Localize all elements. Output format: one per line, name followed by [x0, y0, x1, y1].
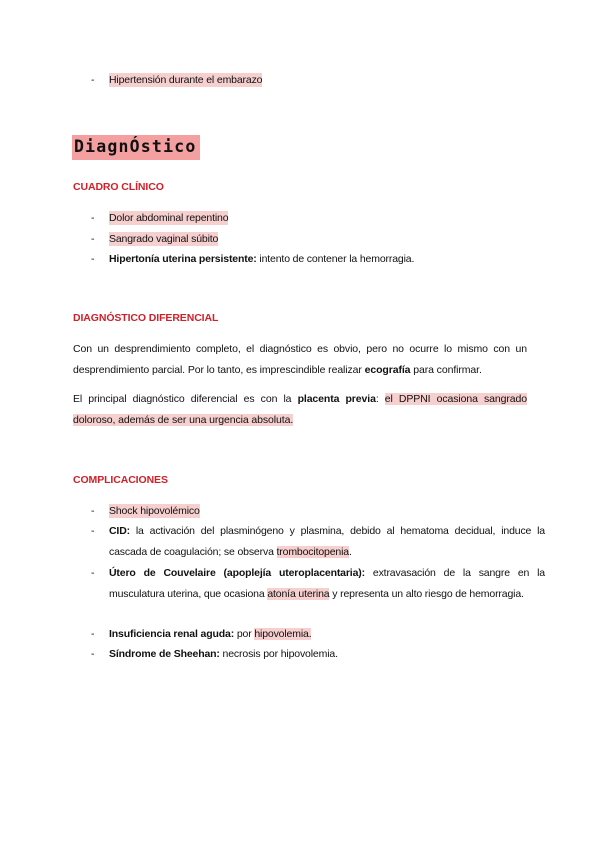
description: extravasación de la sangre en la musculatura uterina, que ocasiona: [109, 567, 545, 600]
highlighted-text: hipovolemia.: [254, 628, 312, 640]
highlighted-text: atonía uterina: [267, 588, 330, 600]
description: y representa un alto riesgo de hemorragia.: [329, 588, 524, 600]
paragraph-text: :: [375, 393, 385, 405]
list-item-text: [109, 647, 338, 661]
description: por: [234, 628, 255, 640]
list-item-text: Shock hipovolémico: [109, 505, 200, 517]
diagnostico-diferencial-heading: DIAGNÓSTICO DIFERENCIAL: [73, 312, 219, 324]
paragraph: [73, 339, 527, 381]
complicaciones-heading: COMPLICACIONES: [73, 474, 168, 486]
paragraph-text: para confirmar.: [410, 364, 482, 376]
section-title: DiagnÓstico: [72, 135, 200, 160]
cuadro-clinico-heading: CUADRO CLÍNICO: [73, 181, 164, 193]
term: Hipertonía uterina persistente:: [109, 253, 257, 265]
term: Útero de Couvelaire (apoplejía uteroplacentaria):: [109, 567, 365, 579]
list-item-text: Sangrado vaginal súbito: [109, 233, 219, 245]
list-item-text: [109, 627, 311, 641]
term: ecografía: [364, 364, 411, 376]
list-item-text: Dolor abdominal repentino: [109, 212, 229, 224]
list-item-text: [109, 521, 545, 563]
description: intento de contener la hemorragia.: [256, 253, 415, 265]
paragraph-text: El principal diagnóstico diferencial es con la: [73, 393, 298, 405]
document-page: - Hipertensión durante el embarazo DiagnÓstico CUADRO CLÍNICO - Dolor abdominal repentino - Sangrado vaginal súbito - Hipertonía uterina persistente: intento de contener la hemorragia. DIAGNÓSTICO DIFERENCIAL Con un desprendimiento completo, el diagnóstico es obvio, pero no ocurre lo mismo con un desprendimiento parcial. Por lo tanto, es imprescindible realizar ecografía para confirmar. El principal diagnóstico diferencial es con la placenta previa: el DPPNI ocasiona sangrado doloroso, además de ser una urgencia absoluta. COMPLICACIONES - Shock hipovolémico - CID: la activación del plasminógeno y plasmina, debido al hematoma decidual, induce la cascada de coagulación; se observa trombocitopenia. - Útero de Couvelaire (apoplejía uteroplacentaria): extravasación de la sangre en la musculatura uterina, que ocasiona atonía uterina y representa un alto riesgo de hemorragia. - Insuficiencia renal aguda: por hipovolemia. - Síndrome de Sheehan: necrosis por hipovolemia.: [73, 74, 545, 660]
term: placenta previa: [297, 393, 376, 405]
paragraph-text: Con un desprendimiento completo, el diagnóstico es obvio, pero no ocurre lo mismo con un desprendimiento parcial. Por lo tanto, es imprescindible realizar: [73, 343, 527, 376]
term: Síndrome de Sheehan:: [109, 648, 220, 660]
list-item-text: Hipertensión durante el embarazo: [109, 74, 263, 86]
paragraph: [73, 389, 527, 431]
description: la activación del plasminógeno y plasmina, debido al hematoma decidual, induce la cascada de coagulación; se observa: [109, 525, 545, 558]
term: Insuficiencia renal aguda:: [109, 628, 235, 640]
term: CID:: [109, 525, 130, 537]
list-item-text: [109, 563, 545, 605]
description: .: [349, 546, 352, 558]
description: necrosis por hipovolemia.: [219, 648, 338, 660]
highlighted-text: el DPPNI ocasiona sangrado doloroso, además de ser una urgencia absoluta.: [73, 393, 527, 426]
list-item-text: [109, 252, 414, 266]
highlighted-text: trombocitopenia: [276, 546, 349, 558]
